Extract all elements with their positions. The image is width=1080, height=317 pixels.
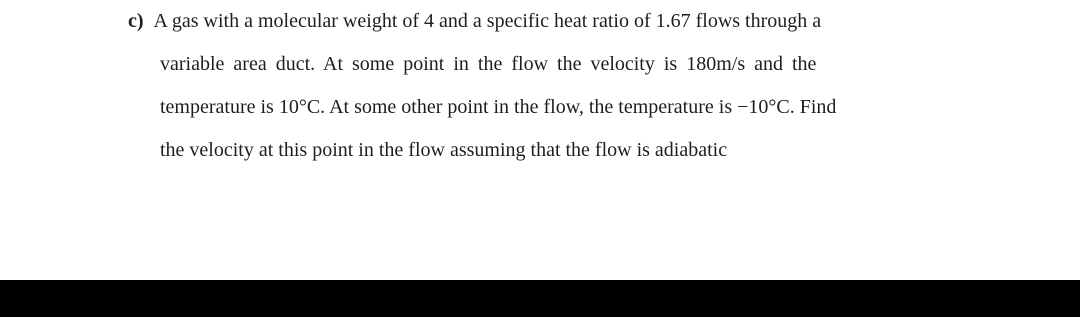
question-line-3: temperature is 10°C. At some other point in the flow, the temperature is −10°C. Find [160, 96, 837, 118]
question-text-line-1: A gas with a molecular weight of 4 and a specific heat ratio of 1.67 flows through a [153, 10, 822, 32]
question-line-2: variable area duct. At some point in the flow the velocity is 180m/s and the [160, 53, 817, 75]
question-label: c) [128, 10, 144, 32]
bottom-black-bar [0, 280, 1080, 317]
question-line-4: the velocity at this point in the flow assuming that the flow is adiabatic [160, 139, 728, 161]
question-line-1 [128, 9, 821, 33]
